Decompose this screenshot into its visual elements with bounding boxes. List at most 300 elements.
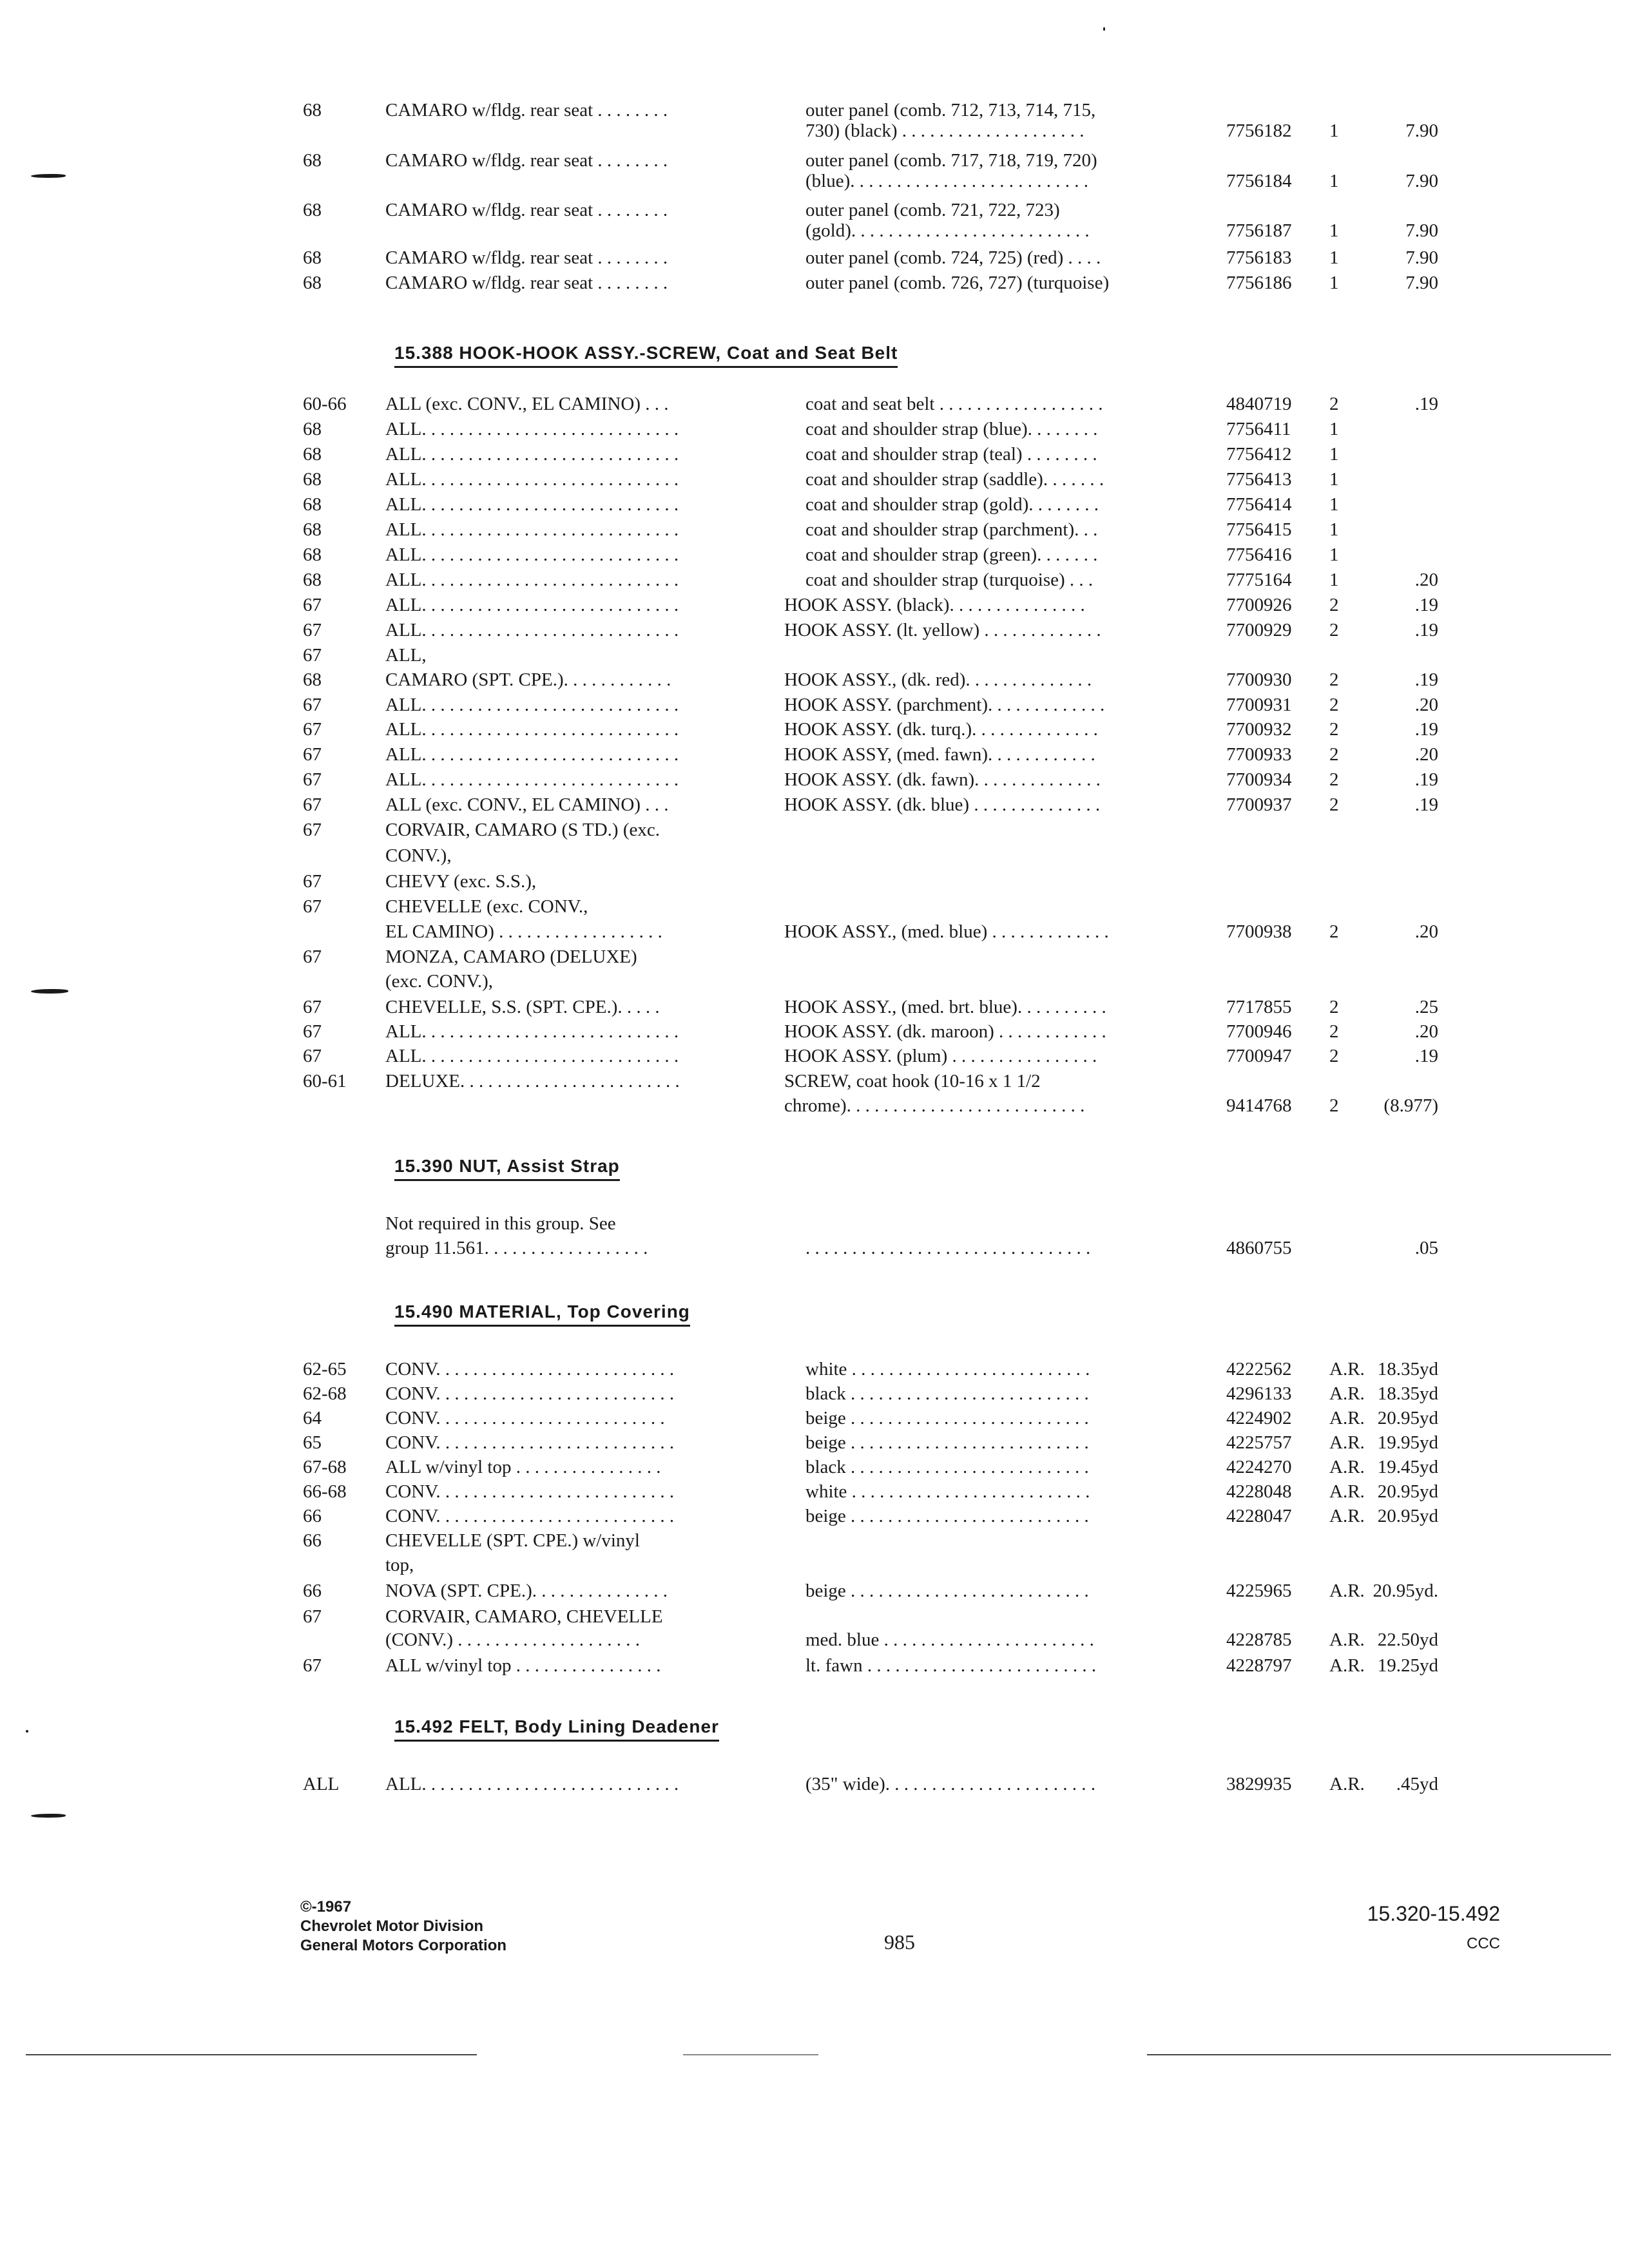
- model-cell: ALL (exc. CONV., EL CAMINO) . . .: [385, 394, 669, 414]
- price-cell: 7.90: [1405, 171, 1438, 191]
- model-cell: CHEVY (exc. S.S.),: [385, 871, 537, 892]
- year-cell: 66: [303, 1581, 322, 1601]
- scan-edge-line: [1147, 2054, 1611, 2055]
- year-cell: ALL: [303, 1774, 340, 1794]
- price-cell: .19: [1414, 1046, 1438, 1066]
- model-cell: EL CAMINO) . . . . . . . . . . . . . . . . . .: [385, 921, 662, 942]
- description-cell: . . . . . . . . . . . . . . . . . . . . . . . . . . . . . . .: [805, 1238, 1091, 1258]
- year-cell: 66-68: [303, 1481, 347, 1502]
- table-row: [0, 1479, 1629, 1504]
- quantity-cell: 1: [1329, 570, 1339, 590]
- model-cell: ALL. . . . . . . . . . . . . . . . . . . . . . . . . . . .: [385, 620, 679, 640]
- table-row: [0, 517, 1629, 542]
- part-number-cell: 7700926: [1226, 595, 1292, 615]
- table-row: [0, 793, 1629, 817]
- model-cell: CORVAIR, CAMARO (S TD.) (exc.: [385, 820, 660, 840]
- quantity-cell: 2: [1329, 394, 1339, 414]
- description-cell: black . . . . . . . . . . . . . . . . . . . . . . . . . .: [805, 1383, 1089, 1404]
- description-cell: (gold). . . . . . . . . . . . . . . . . . . . . . . . . .: [805, 220, 1090, 241]
- table-row: [0, 843, 1629, 868]
- model-cell: CAMARO (SPT. CPE.). . . . . . . . . . . .: [385, 669, 671, 690]
- model-cell: ALL. . . . . . . . . . . . . . . . . . . . . . . . . . . .: [385, 769, 679, 790]
- quantity-cell: A.R.: [1329, 1359, 1365, 1379]
- part-number-cell: 9414768: [1226, 1095, 1292, 1116]
- year-cell: 67: [303, 1046, 322, 1066]
- model-cell: ALL. . . . . . . . . . . . . . . . . . . . . . . . . . . .: [385, 1046, 679, 1066]
- part-number-cell: 7756411: [1226, 419, 1291, 439]
- year-cell: 67: [303, 695, 322, 715]
- model-cell: ALL. . . . . . . . . . . . . . . . . . . . . . . . . . . .: [385, 1021, 679, 1042]
- table-row: [0, 442, 1629, 466]
- price-cell: 20.95yd.: [1373, 1581, 1438, 1601]
- model-cell: CHEVELLE, S.S. (SPT. CPE.). . . . .: [385, 997, 660, 1017]
- table-row: [0, 1628, 1629, 1652]
- model-cell: CAMARO w/fldg. rear seat . . . . . . . .: [385, 200, 668, 220]
- part-number-cell: 4228797: [1226, 1655, 1292, 1676]
- part-number-cell: 7756412: [1226, 444, 1292, 465]
- section-heading-15-492: 15.492 FELT, Body Lining Deadener: [394, 1715, 719, 1742]
- price-cell: .05: [1414, 1238, 1438, 1258]
- quantity-cell: 2: [1329, 595, 1339, 615]
- table-row: [0, 543, 1629, 567]
- description-cell: lt. fawn . . . . . . . . . . . . . . . . . . . . . . . . .: [805, 1655, 1097, 1676]
- description-cell: outer panel (comb. 717, 718, 719, 720): [805, 150, 1097, 171]
- year-cell: 67: [303, 744, 322, 765]
- price-cell: 20.95yd: [1377, 1481, 1438, 1502]
- scan-edge-line: [26, 2054, 477, 2055]
- price-cell: .19: [1414, 595, 1438, 615]
- model-cell: MONZA, CAMARO (DELUXE): [385, 947, 637, 967]
- model-cell: CONV. . . . . . . . . . . . . . . . . . . . . . . . . .: [385, 1432, 675, 1453]
- year-cell: 68: [303, 273, 322, 293]
- binding-hole-mark: [31, 174, 66, 178]
- quantity-cell: A.R.: [1329, 1383, 1365, 1404]
- table-row: [0, 1381, 1629, 1406]
- table-row: [0, 1455, 1629, 1479]
- model-cell: CORVAIR, CAMARO, CHEVELLE: [385, 1606, 663, 1627]
- part-number-cell: 7700946: [1226, 1021, 1292, 1042]
- part-number-cell: 7700931: [1226, 695, 1292, 715]
- year-cell: 66: [303, 1506, 322, 1526]
- description-cell: coat and shoulder strap (gold). . . . . . . .: [805, 494, 1099, 515]
- model-cell: CONV. . . . . . . . . . . . . . . . . . . . . . . . . .: [385, 1383, 675, 1404]
- model-cell: ALL. . . . . . . . . . . . . . . . . . . . . . . . . . . .: [385, 494, 679, 515]
- model-cell: CONV. . . . . . . . . . . . . . . . . . . . . . . . . .: [385, 1359, 675, 1379]
- quantity-cell: 1: [1329, 544, 1339, 565]
- description-cell: white . . . . . . . . . . . . . . . . . . . . . . . . . .: [805, 1481, 1090, 1502]
- table-row: [0, 1406, 1629, 1430]
- part-number-cell: 7700929: [1226, 620, 1292, 640]
- part-number-cell: 7756416: [1226, 544, 1292, 565]
- price-cell: 19.45yd: [1377, 1457, 1438, 1477]
- binding-hole-mark: [31, 1814, 66, 1818]
- model-cell: ALL. . . . . . . . . . . . . . . . . . . . . . . . . . . .: [385, 570, 679, 590]
- part-number-cell: 4860755: [1226, 1238, 1292, 1258]
- description-cell: (blue). . . . . . . . . . . . . . . . . . . . . . . . . .: [805, 171, 1088, 191]
- division-name: Chevrolet Motor Division: [300, 1917, 484, 1935]
- table-row: [0, 1579, 1629, 1603]
- section-heading-15-390: 15.390 NUT, Assist Strap: [394, 1155, 620, 1181]
- price-cell: .19: [1414, 719, 1438, 740]
- price-cell: .45yd: [1396, 1774, 1438, 1794]
- table-row: [0, 969, 1629, 994]
- part-number-cell: 7756182: [1226, 120, 1292, 141]
- description-cell: HOOK ASSY. (dk. turq.). . . . . . . . . . . . . .: [784, 719, 1098, 740]
- model-cell: ALL. . . . . . . . . . . . . . . . . . . . . . . . . . . .: [385, 469, 679, 490]
- description-cell: coat and shoulder strap (blue). . . . . . . .: [805, 419, 1098, 439]
- year-cell: 68: [303, 150, 322, 171]
- description-cell: outer panel (comb. 724, 725) (red) . . . .: [805, 247, 1101, 268]
- quantity-cell: 1: [1329, 120, 1339, 141]
- description-cell: coat and shoulder strap (saddle). . . . . . .: [805, 469, 1104, 490]
- quantity-cell: 2: [1329, 695, 1339, 715]
- price-cell: .19: [1414, 620, 1438, 640]
- year-cell: 67: [303, 871, 322, 892]
- year-cell: 65: [303, 1432, 322, 1453]
- part-number-cell: 4224270: [1226, 1457, 1292, 1477]
- year-cell: 67: [303, 820, 322, 840]
- group-range: 15.320-15.492: [1367, 1902, 1500, 1925]
- model-cell: ALL. . . . . . . . . . . . . . . . . . . . . . . . . . . .: [385, 1774, 679, 1794]
- part-number-cell: 4296133: [1226, 1383, 1292, 1404]
- price-cell: 7.90: [1405, 220, 1438, 241]
- year-cell: 67: [303, 947, 322, 967]
- table-row: [0, 919, 1629, 944]
- model-cell: CHEVELLE (exc. CONV.,: [385, 896, 588, 917]
- year-cell: 67: [303, 794, 322, 815]
- price-cell: (8.977): [1383, 1095, 1438, 1116]
- year-cell: 67: [303, 1606, 322, 1627]
- year-cell: 62-65: [303, 1359, 347, 1379]
- scan-speck: [26, 1730, 28, 1733]
- description-cell: HOOK ASSY. (dk. fawn). . . . . . . . . . . . . .: [784, 769, 1101, 790]
- table-row: [0, 717, 1629, 742]
- quantity-cell: 1: [1329, 494, 1339, 515]
- table-row: [0, 1044, 1629, 1068]
- year-cell: 66: [303, 1530, 322, 1551]
- model-cell: CONV. . . . . . . . . . . . . . . . . . . . . . . . . .: [385, 1506, 675, 1526]
- quantity-cell: 2: [1329, 921, 1339, 942]
- table-row: [0, 1430, 1629, 1455]
- year-cell: 68: [303, 570, 322, 590]
- quantity-cell: 2: [1329, 1046, 1339, 1066]
- year-cell: 68: [303, 100, 322, 120]
- part-number-cell: 7756186: [1226, 273, 1292, 293]
- model-cell: NOVA (SPT. CPE.). . . . . . . . . . . . . . .: [385, 1581, 668, 1601]
- price-cell: 19.25yd: [1377, 1655, 1438, 1676]
- description-cell: coat and shoulder strap (parchment). . .: [805, 519, 1098, 540]
- table-row: [0, 1357, 1629, 1381]
- year-cell: 68: [303, 494, 322, 515]
- year-cell: 60-61: [303, 1071, 347, 1091]
- model-cell: CAMARO w/fldg. rear seat . . . . . . . .: [385, 273, 668, 293]
- quantity-cell: A.R.: [1329, 1774, 1365, 1794]
- table-row: [0, 643, 1629, 668]
- description-cell: HOOK ASSY. (black). . . . . . . . . . . . . . .: [784, 595, 1085, 615]
- part-number-cell: 3829935: [1226, 1774, 1292, 1794]
- copyright-notice: ©-1967: [300, 1898, 352, 1916]
- part-number-cell: 7700934: [1226, 769, 1292, 790]
- quantity-cell: A.R.: [1329, 1629, 1365, 1650]
- description-cell: (35" wide). . . . . . . . . . . . . . . . . . . . . . .: [805, 1774, 1096, 1794]
- quantity-cell: 2: [1329, 1021, 1339, 1042]
- table-row: [0, 995, 1629, 1019]
- model-cell: ALL. . . . . . . . . . . . . . . . . . . . . . . . . . . .: [385, 719, 679, 740]
- model-cell: CONV. . . . . . . . . . . . . . . . . . . . . . . . .: [385, 1408, 665, 1428]
- model-cell: ALL. . . . . . . . . . . . . . . . . . . . . . . . . . . .: [385, 444, 679, 465]
- table-row: [0, 568, 1629, 592]
- part-number-cell: 4840719: [1226, 394, 1292, 414]
- quantity-cell: 1: [1329, 171, 1339, 191]
- catalog-code: CCC: [1467, 1935, 1500, 1952]
- model-cell: ALL,: [385, 645, 427, 666]
- part-number-cell: 7700938: [1226, 921, 1292, 942]
- model-cell: ALL. . . . . . . . . . . . . . . . . . . . . . . . . . . .: [385, 544, 679, 565]
- table-row: [0, 618, 1629, 642]
- year-cell: 68: [303, 669, 322, 690]
- table-row: [0, 1528, 1629, 1553]
- table-row: [0, 1069, 1629, 1093]
- part-number-cell: 7756184: [1226, 171, 1292, 191]
- part-number-cell: 7756413: [1226, 469, 1292, 490]
- price-cell: .25: [1414, 997, 1438, 1017]
- table-row: [0, 1772, 1629, 1796]
- table-row: [0, 1504, 1629, 1528]
- year-cell: 60-66: [303, 394, 347, 414]
- quantity-cell: A.R.: [1329, 1408, 1365, 1428]
- description-cell: HOOK ASSY., (med. brt. blue). . . . . . . . . .: [784, 997, 1106, 1017]
- price-cell: 19.95yd: [1377, 1432, 1438, 1453]
- quantity-cell: A.R.: [1329, 1457, 1365, 1477]
- publisher-block: [300, 1898, 506, 1956]
- part-number-cell: 4224902: [1226, 1408, 1292, 1428]
- table-row: [0, 1093, 1629, 1118]
- description-cell: beige . . . . . . . . . . . . . . . . . . . . . . . . . .: [805, 1432, 1089, 1453]
- description-cell: HOOK ASSY. (parchment). . . . . . . . . . . . .: [784, 695, 1105, 715]
- quantity-cell: 2: [1329, 1095, 1339, 1116]
- quantity-cell: 2: [1329, 669, 1339, 690]
- table-row: [0, 492, 1629, 517]
- year-cell: 67: [303, 620, 322, 640]
- model-cell: ALL. . . . . . . . . . . . . . . . . . . . . . . . . . . .: [385, 695, 679, 715]
- part-number-cell: 7775164: [1226, 570, 1292, 590]
- year-cell: 67: [303, 645, 322, 666]
- price-cell: .20: [1414, 921, 1438, 942]
- model-cell: CAMARO w/fldg. rear seat . . . . . . . .: [385, 150, 668, 171]
- table-row: [0, 1236, 1629, 1260]
- description-cell: HOOK ASSY., (med. blue) . . . . . . . . . . . . .: [784, 921, 1109, 942]
- year-cell: 67: [303, 896, 322, 917]
- price-cell: 20.95yd: [1377, 1506, 1438, 1526]
- year-cell: 62-68: [303, 1383, 347, 1404]
- description-cell: coat and shoulder strap (green). . . . . . .: [805, 544, 1098, 565]
- table-row: [0, 417, 1629, 441]
- corporation-name: General Motors Corporation: [300, 1937, 507, 1954]
- description-cell: outer panel (comb. 712, 713, 714, 715,: [805, 100, 1096, 120]
- year-cell: 64: [303, 1408, 322, 1428]
- model-cell: (exc. CONV.),: [385, 971, 493, 992]
- table-row: [0, 1211, 1629, 1236]
- price-cell: .19: [1414, 794, 1438, 815]
- quantity-cell: 2: [1329, 997, 1339, 1017]
- description-cell: HOOK ASSY, (med. fawn). . . . . . . . . . . .: [784, 744, 1095, 765]
- description-cell: black . . . . . . . . . . . . . . . . . . . . . . . . . .: [805, 1457, 1089, 1477]
- model-cell: group 11.561. . . . . . . . . . . . . . . . . .: [385, 1238, 648, 1258]
- part-number-cell: 4222562: [1226, 1359, 1292, 1379]
- quantity-cell: 1: [1329, 273, 1339, 293]
- table-row: [0, 693, 1629, 717]
- table-row: [0, 467, 1629, 492]
- year-cell: 67-68: [303, 1457, 347, 1477]
- description-cell: HOOK ASSY. (dk. blue) . . . . . . . . . . . . . .: [784, 794, 1101, 815]
- price-cell: .19: [1414, 769, 1438, 790]
- model-cell: (CONV.) . . . . . . . . . . . . . . . . . . . .: [385, 1629, 640, 1650]
- year-cell: 67: [303, 1021, 322, 1042]
- quantity-cell: 1: [1329, 469, 1339, 490]
- description-cell: coat and shoulder strap (teal) . . . . . . . .: [805, 444, 1097, 465]
- year-cell: 67: [303, 997, 322, 1017]
- part-number-cell: 4228785: [1226, 1629, 1292, 1650]
- model-cell: CAMARO w/fldg. rear seat . . . . . . . .: [385, 100, 668, 120]
- price-cell: .19: [1414, 394, 1438, 414]
- table-row: [0, 169, 1629, 193]
- table-row: [0, 218, 1629, 243]
- model-cell: ALL. . . . . . . . . . . . . . . . . . . . . . . . . . . .: [385, 419, 679, 439]
- year-cell: 68: [303, 519, 322, 540]
- quantity-cell: 2: [1329, 744, 1339, 765]
- description-cell: med. blue . . . . . . . . . . . . . . . . . . . . . . .: [805, 1629, 1094, 1650]
- price-cell: 7.90: [1405, 120, 1438, 141]
- section-heading-15-490: 15.490 MATERIAL, Top Covering: [394, 1300, 690, 1327]
- part-number-cell: 7756183: [1226, 247, 1292, 268]
- section-heading-15-388: 15.388 HOOK-HOOK ASSY.-SCREW, Coat and Seat Belt: [394, 341, 898, 368]
- year-cell: 68: [303, 247, 322, 268]
- part-number-cell: 7756415: [1226, 519, 1292, 540]
- description-cell: HOOK ASSY. (dk. maroon) . . . . . . . . . . . .: [784, 1021, 1106, 1042]
- quantity-cell: 2: [1329, 794, 1339, 815]
- quantity-cell: 1: [1329, 519, 1339, 540]
- year-cell: 67: [303, 595, 322, 615]
- quantity-cell: 2: [1329, 620, 1339, 640]
- model-cell: ALL (exc. CONV., EL CAMINO) . . .: [385, 794, 669, 815]
- part-number-cell: 4225965: [1226, 1581, 1292, 1601]
- quantity-cell: 2: [1329, 769, 1339, 790]
- quantity-cell: 1: [1329, 247, 1339, 268]
- quantity-cell: 2: [1329, 719, 1339, 740]
- table-row: [0, 894, 1629, 919]
- description-cell: coat and shoulder strap (turquoise) . . .: [805, 570, 1094, 590]
- model-cell: CONV.),: [385, 845, 452, 866]
- model-cell: CHEVELLE (SPT. CPE.) w/vinyl: [385, 1530, 640, 1551]
- part-number-cell: 4228048: [1226, 1481, 1292, 1502]
- table-row: [0, 742, 1629, 767]
- description-cell: coat and seat belt . . . . . . . . . . . . . . . . . .: [805, 394, 1103, 414]
- price-cell: 7.90: [1405, 273, 1438, 293]
- year-cell: 68: [303, 419, 322, 439]
- table-row: [0, 767, 1629, 792]
- scan-edge-line: [683, 2054, 818, 2055]
- description-cell: outer panel (comb. 721, 722, 723): [805, 200, 1060, 220]
- table-row: [0, 245, 1629, 270]
- price-cell: 18.35yd: [1377, 1359, 1438, 1379]
- model-cell: Not required in this group. See: [385, 1213, 616, 1234]
- model-cell: top,: [385, 1555, 414, 1575]
- price-cell: .19: [1414, 669, 1438, 690]
- part-number-cell: 4225757: [1226, 1432, 1292, 1453]
- description-cell: outer panel (comb. 726, 727) (turquoise): [805, 273, 1110, 293]
- price-cell: .20: [1414, 1021, 1438, 1042]
- model-cell: ALL w/vinyl top . . . . . . . . . . . . . . . .: [385, 1655, 661, 1676]
- scan-speck: [1103, 27, 1105, 31]
- year-cell: 68: [303, 469, 322, 490]
- price-cell: .20: [1414, 695, 1438, 715]
- part-number-cell: 7717855: [1226, 997, 1292, 1017]
- table-row: [0, 1019, 1629, 1044]
- year-cell: 68: [303, 444, 322, 465]
- description-cell: HOOK ASSY. (plum) . . . . . . . . . . . . . . . .: [784, 1046, 1097, 1066]
- table-row: [0, 392, 1629, 416]
- description-cell: beige . . . . . . . . . . . . . . . . . . . . . . . . . .: [805, 1408, 1089, 1428]
- model-cell: ALL. . . . . . . . . . . . . . . . . . . . . . . . . . . .: [385, 595, 679, 615]
- binding-hole-mark: [31, 989, 68, 994]
- model-cell: DELUXE. . . . . . . . . . . . . . . . . . . . . . . .: [385, 1071, 680, 1091]
- part-number-cell: 7756414: [1226, 494, 1292, 515]
- part-number-cell: 7756187: [1226, 220, 1292, 241]
- quantity-cell: 1: [1329, 444, 1339, 465]
- part-number-cell: 7700930: [1226, 669, 1292, 690]
- table-row: [0, 1553, 1629, 1577]
- part-number-cell: 4228047: [1226, 1506, 1292, 1526]
- description-cell: HOOK ASSY., (dk. red). . . . . . . . . . . . . .: [784, 669, 1092, 690]
- description-cell: chrome). . . . . . . . . . . . . . . . . . . . . . . . . .: [784, 1095, 1085, 1116]
- description-cell: SCREW, coat hook (10-16 x 1 1/2: [784, 1071, 1041, 1091]
- table-row: [0, 818, 1629, 842]
- price-cell: .20: [1414, 744, 1438, 765]
- table-row: [0, 271, 1629, 295]
- price-cell: 18.35yd: [1377, 1383, 1438, 1404]
- year-cell: 67: [303, 769, 322, 790]
- model-cell: ALL. . . . . . . . . . . . . . . . . . . . . . . . . . . .: [385, 519, 679, 540]
- description-cell: white . . . . . . . . . . . . . . . . . . . . . . . . . .: [805, 1359, 1090, 1379]
- model-cell: CONV. . . . . . . . . . . . . . . . . . . . . . . . . .: [385, 1481, 675, 1502]
- part-number-cell: 7700937: [1226, 794, 1292, 815]
- price-cell: 7.90: [1405, 247, 1438, 268]
- price-cell: 22.50yd: [1377, 1629, 1438, 1650]
- year-cell: 68: [303, 200, 322, 220]
- quantity-cell: A.R.: [1329, 1655, 1365, 1676]
- page-number: 985: [884, 1930, 915, 1954]
- quantity-cell: A.R.: [1329, 1506, 1365, 1526]
- description-cell: HOOK ASSY. (lt. yellow) . . . . . . . . . . . . .: [784, 620, 1101, 640]
- model-cell: ALL. . . . . . . . . . . . . . . . . . . . . . . . . . . .: [385, 744, 679, 765]
- part-number-cell: 7700932: [1226, 719, 1292, 740]
- quantity-cell: A.R.: [1329, 1581, 1365, 1601]
- description-cell: beige . . . . . . . . . . . . . . . . . . . . . . . . . .: [805, 1506, 1089, 1526]
- table-row: [0, 945, 1629, 969]
- table-row: [0, 668, 1629, 692]
- model-cell: ALL w/vinyl top . . . . . . . . . . . . . . . .: [385, 1457, 661, 1477]
- part-number-cell: 7700947: [1226, 1046, 1292, 1066]
- price-cell: 20.95yd: [1377, 1408, 1438, 1428]
- description-cell: beige . . . . . . . . . . . . . . . . . . . . . . . . . .: [805, 1581, 1089, 1601]
- description-cell: 730) (black) . . . . . . . . . . . . . . . . . . . .: [805, 120, 1084, 141]
- table-row: [0, 1604, 1629, 1629]
- quantity-cell: 1: [1329, 220, 1339, 241]
- table-row: [0, 593, 1629, 617]
- quantity-cell: A.R.: [1329, 1481, 1365, 1502]
- quantity-cell: A.R.: [1329, 1432, 1365, 1453]
- table-row: [0, 1653, 1629, 1678]
